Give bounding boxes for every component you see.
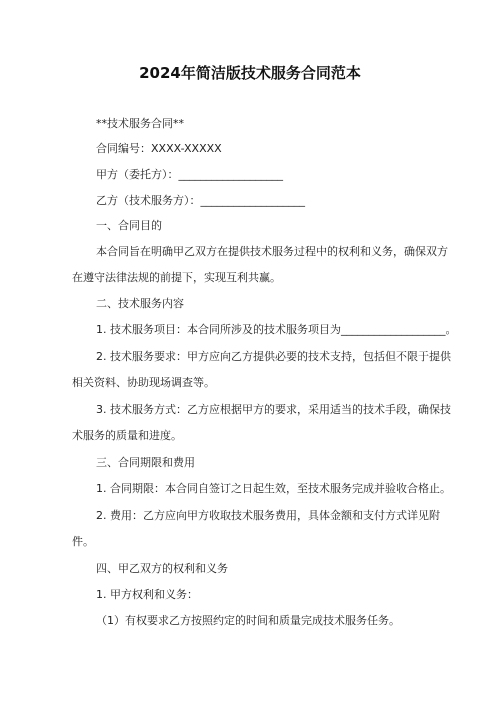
party-b: 乙方（技术服务方）：___________________ — [96, 194, 305, 207]
section-4-heading: 四、甲乙双方的权利和义务 — [96, 562, 228, 575]
section-1-text-line-1: 本合同旨在明确甲乙双方在提供技术服务过程中的权利和义务，确保双方 — [96, 245, 448, 258]
section-3-item-2-line-1: 2. 费用：乙方应向甲方收取技术服务费用，具体金额和支付方式详见附 — [96, 509, 440, 522]
section-2-item-3-line-2: 术服务的质量和进度。 — [72, 429, 182, 442]
contract-heading: **技术服务合同** — [96, 117, 184, 130]
section-1-text-line-2: 在遵守法律法规的前提下，实现互利共赢。 — [72, 271, 281, 284]
section-4-item-1-sub-1: （1）有权要求乙方按照约定的时间和质量完成技术服务任务。 — [96, 614, 400, 627]
contract-number: 合同编号：XXXX-XXXXX — [96, 142, 222, 155]
section-2-item-1: 1. 技术服务项目：本合同所涉及的技术服务项目为___________________。 — [96, 323, 457, 336]
section-2-heading: 二、技术服务内容 — [96, 297, 184, 310]
section-2-item-2-line-1: 2. 技术服务要求：甲方应向乙方提供必要的技术支持，包括但不限于提供 — [96, 350, 451, 363]
section-3-item-2-line-2: 件。 — [72, 535, 94, 548]
section-2-item-2-line-2: 相关资料、协助现场调查等。 — [72, 376, 215, 389]
section-1-heading: 一、合同目的 — [96, 219, 162, 232]
section-3-heading: 三、合同期限和费用 — [96, 456, 195, 469]
section-4-item-1: 1. 甲方权利和义务： — [96, 588, 198, 601]
section-2-item-3-line-1: 3. 技术服务方式：乙方应根据甲方的要求，采用适当的技术手段，确保技 — [96, 403, 451, 416]
party-a: 甲方（委托方）：___________________ — [96, 168, 283, 181]
document-title: 2024年简洁版技术服务合同范本 — [139, 64, 361, 82]
section-3-item-1: 1. 合同期限：本合同自签订之日起生效，至技术服务完成并验收合格止。 — [96, 482, 451, 495]
